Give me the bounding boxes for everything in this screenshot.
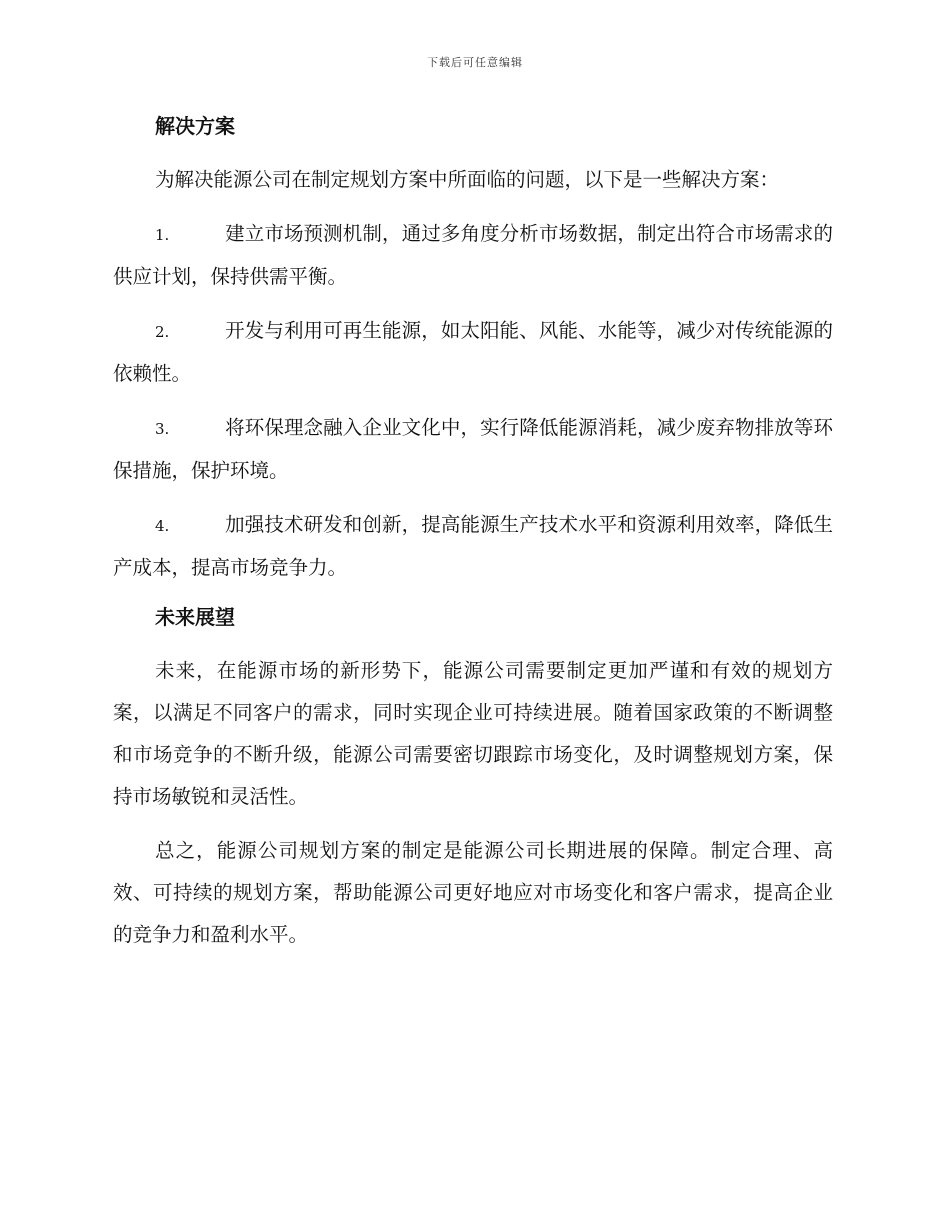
list-item-number: 4. bbox=[155, 517, 170, 535]
list-item-text: 开发与利用可再生能源，如太阳能、风能、水能等，减少对传统能源的依赖性。 bbox=[113, 319, 833, 385]
section-title-solutions: 解决方案 bbox=[155, 114, 235, 138]
header-note: 下载后可任意编辑 bbox=[427, 56, 523, 69]
document-body bbox=[113, 110, 833, 968]
solutions-intro: 为解决能源公司在制定规划方案中所面临的问题，以下是一些解决方案： bbox=[155, 168, 780, 191]
list-item-text: 将环保理念融入企业文化中，实行降低能源消耗，减少废弃物排放等环保措施，保护环境。 bbox=[113, 416, 833, 482]
list-item-number: 1. bbox=[155, 226, 170, 244]
list-item bbox=[113, 407, 833, 492]
list-item-text: 建立市场预测机制，通过多角度分析市场数据，制定出符合市场需求的供应计划，保持供需平衡。 bbox=[113, 222, 833, 288]
list-item bbox=[113, 213, 833, 298]
section-title-outlook: 未来展望 bbox=[155, 605, 235, 629]
list-item-number: 3. bbox=[155, 420, 170, 438]
outlook-paragraph: 未来，在能源市场的新形势下，能源公司需要制定更加严谨和有效的规划方案，以满足不同客户的需求，同时实现企业可持续进展。随着国家政策的不断调整和市场竞争的不断升级，能源公司需要密切跟踪市场变化，及时调整规划方案，保持市场敏锐和灵活性。 bbox=[113, 659, 833, 808]
list-item-text: 加强技术研发和创新，提高能源生产技术水平和资源利用效率，降低生产成本，提高市场竞争力。 bbox=[113, 513, 833, 579]
list-item bbox=[113, 310, 833, 395]
conclusion-paragraph: 总之，能源公司规划方案的制定是能源公司长期进展的保障。制定合理、高效、可持续的规划方案，帮助能源公司更好地应对市场变化和客户需求，提高企业的竞争力和盈利水平。 bbox=[113, 839, 833, 946]
list-item-number: 2. bbox=[155, 323, 170, 341]
list-item bbox=[113, 504, 833, 589]
